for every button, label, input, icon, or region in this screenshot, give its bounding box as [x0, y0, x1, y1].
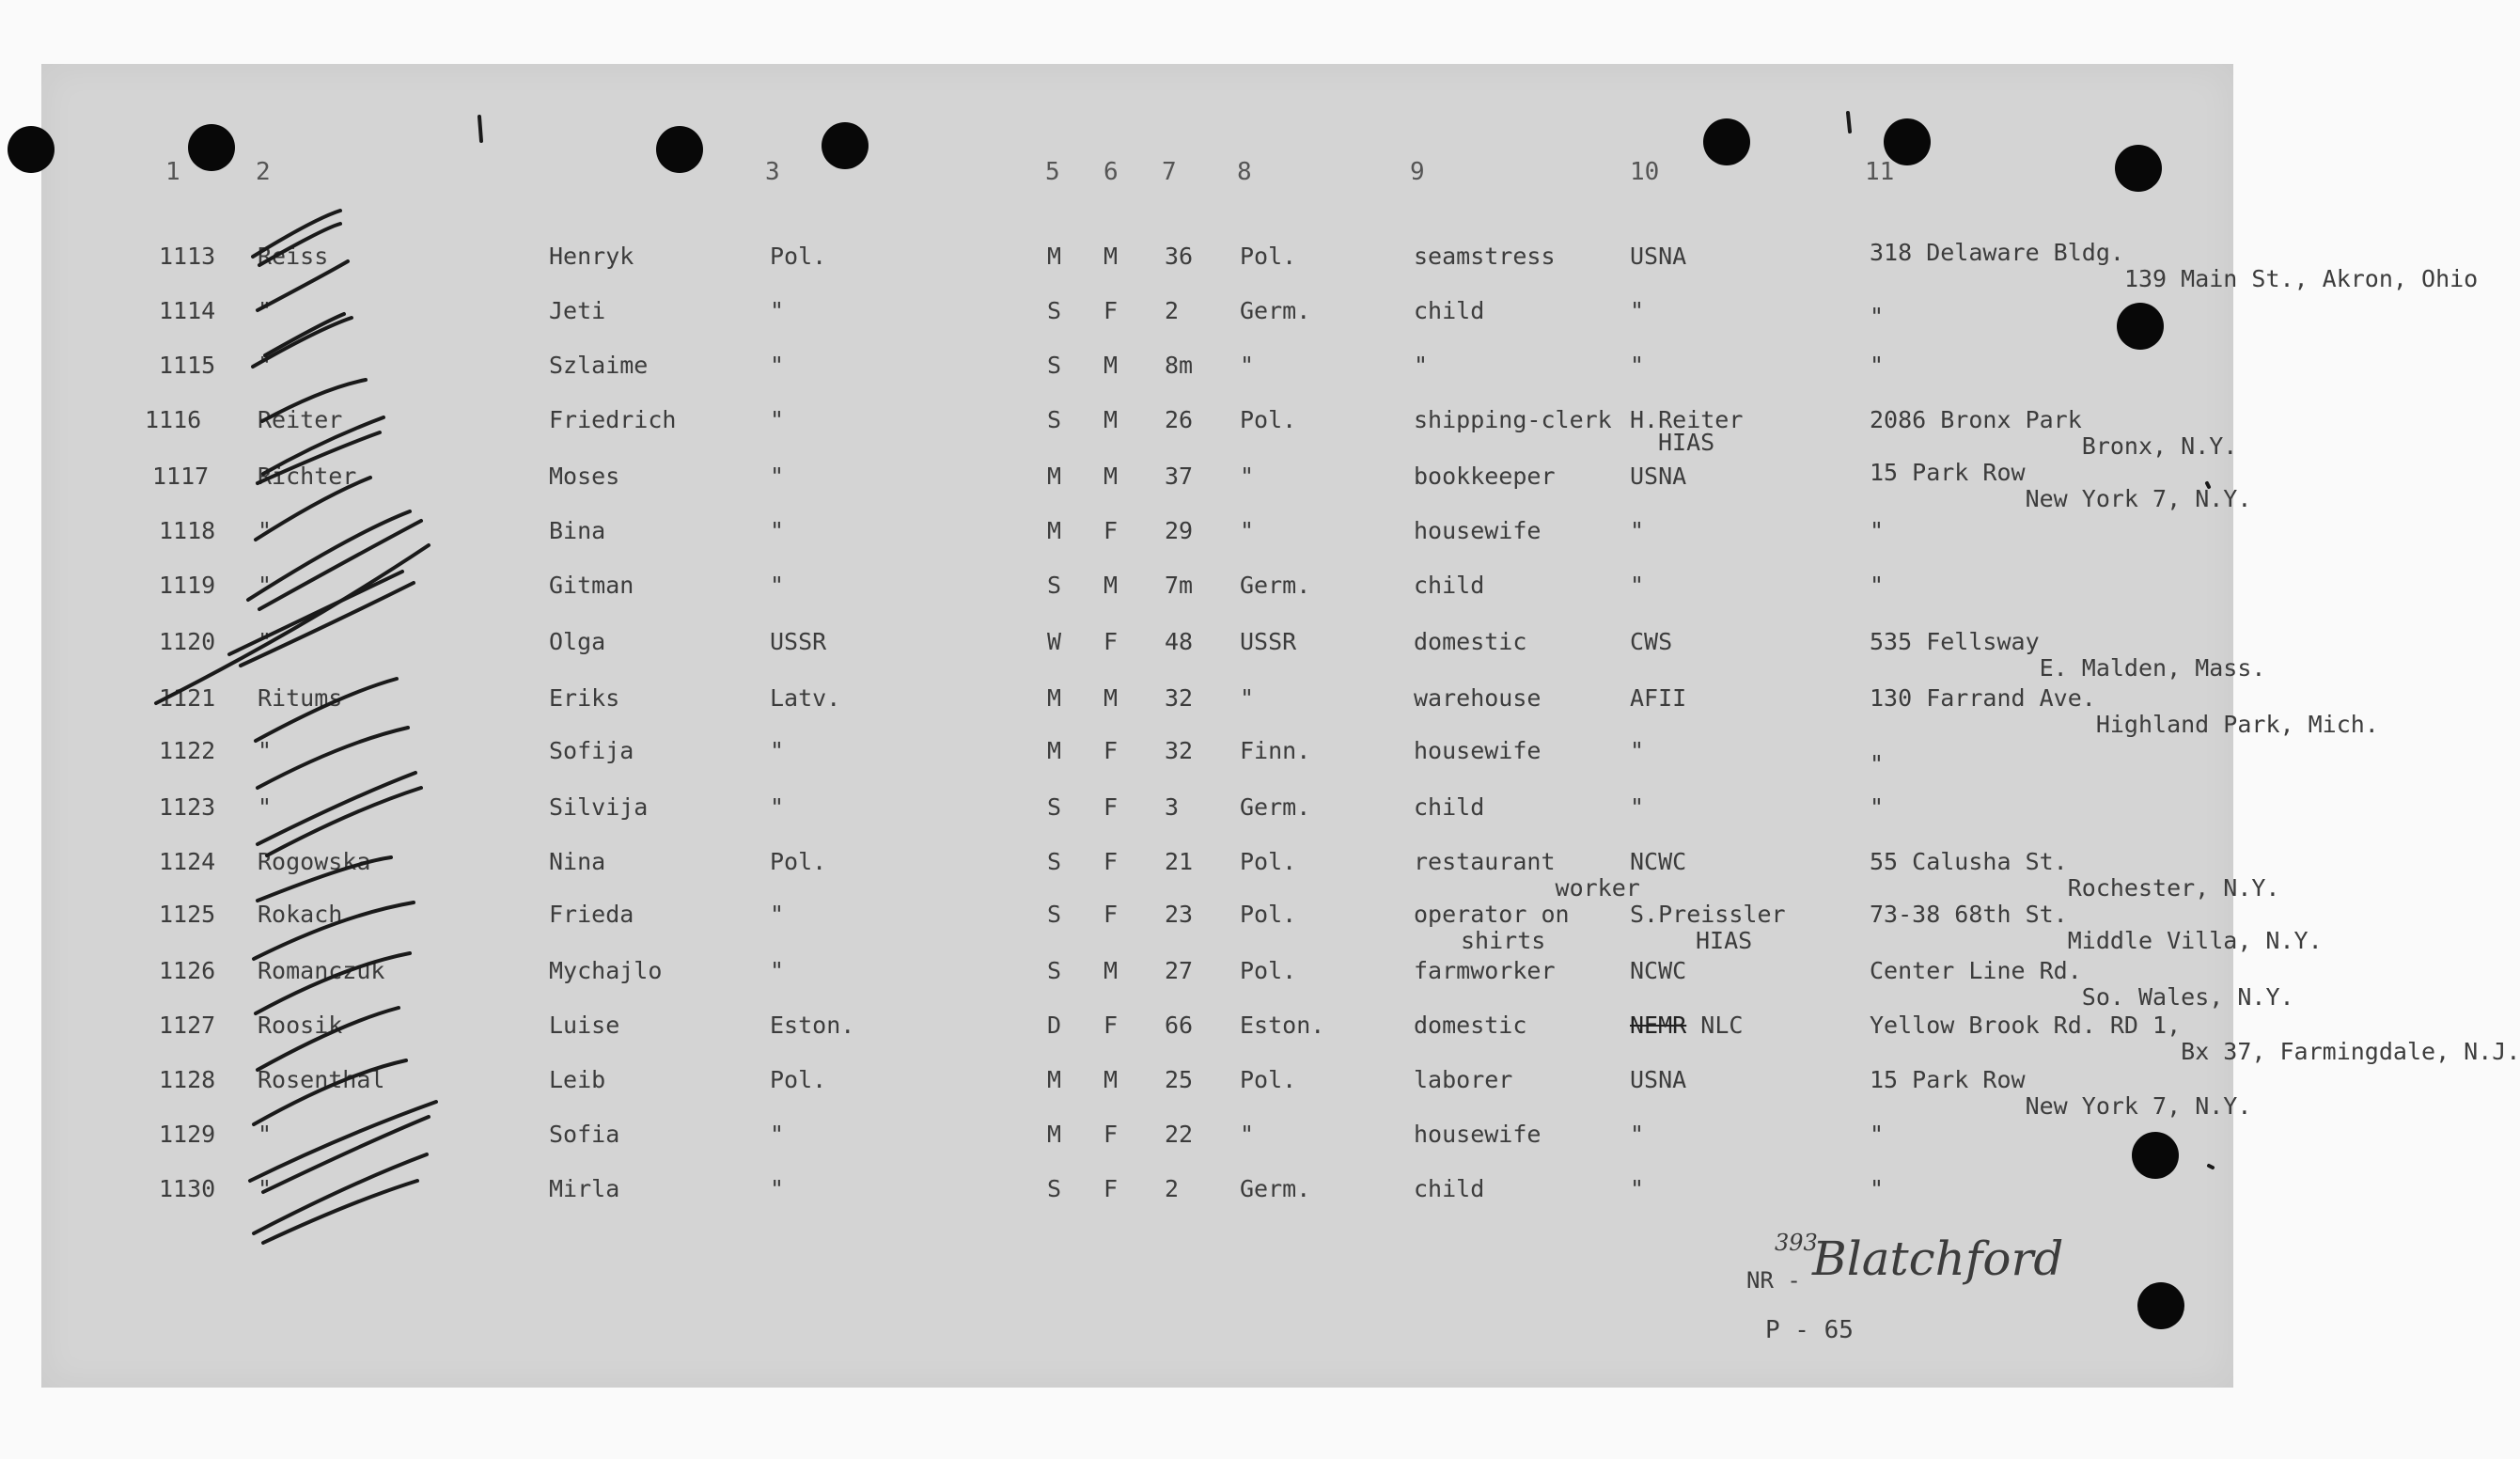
age: 32: [1165, 684, 1194, 712]
surname: Romanczuk: [258, 957, 385, 984]
citizenship: Pol.: [1240, 406, 1297, 433]
address-line1: 55 Calusha St.: [1870, 848, 2068, 875]
occupation: child: [1414, 1175, 1485, 1202]
entry-number: 1130: [159, 1175, 216, 1202]
given-name: Silvija: [549, 793, 649, 821]
sex: F: [1103, 737, 1119, 764]
surname: Ritums: [258, 684, 343, 712]
given-name: Eriks: [549, 684, 620, 712]
entry-number: 1124: [159, 848, 216, 875]
agency: ": [1630, 297, 1645, 324]
marital-status: S: [1047, 957, 1062, 984]
address: ": [1870, 750, 1885, 777]
citizenship: Pol.: [1240, 957, 1297, 984]
entry-number: 1116: [145, 406, 202, 433]
marital-status: W: [1047, 628, 1062, 655]
column-number: 9: [1410, 158, 1425, 186]
column-number: 1: [165, 158, 180, 186]
margin-tick-mark: [2209, 1166, 2213, 1168]
sex: F: [1103, 517, 1119, 544]
address-line1: 15 Park Row: [1870, 1066, 2026, 1093]
table-row: [41, 848, 2280, 902]
agency-line1: H.Reiter: [1630, 406, 1744, 433]
marital-status: S: [1047, 793, 1062, 821]
column-number: 2: [256, 158, 271, 186]
entry-number: 1119: [159, 572, 216, 599]
age: 3: [1165, 793, 1180, 821]
age: 7m: [1165, 572, 1194, 599]
signature-block: [1746, 1211, 2141, 1380]
address-line2: Middle Villa, N.Y.: [2067, 927, 2323, 954]
occupation: child: [1414, 793, 1485, 821]
address: ": [1870, 352, 1885, 379]
table-row: [41, 1012, 2520, 1065]
occupation: [1414, 243, 1556, 270]
nationality: ": [770, 406, 785, 433]
age: 66: [1165, 1012, 1194, 1039]
surname: Roosik: [258, 1012, 343, 1039]
nationality: Pol.: [770, 1066, 827, 1093]
surname: ": [258, 517, 273, 544]
age: 26: [1165, 406, 1194, 433]
agency: USNA: [1630, 1066, 1687, 1093]
nationality: ": [770, 957, 785, 984]
sex: F: [1103, 1175, 1119, 1202]
table-row: [41, 459, 2252, 512]
age: 27: [1165, 957, 1194, 984]
occupation: housewife: [1414, 1121, 1542, 1148]
address: [1870, 957, 2294, 1011]
address-line2: So. Wales, N.Y.: [2081, 983, 2294, 1011]
given-name: Henryk: [549, 243, 634, 270]
given-name: Sofia: [549, 1121, 620, 1148]
marital-status: S: [1047, 572, 1062, 599]
address: ": [1870, 517, 1885, 544]
marital-status: S: [1047, 848, 1062, 875]
occupation: [1414, 901, 1570, 954]
entry-number: 1128: [159, 1066, 216, 1093]
citizenship: Eston.: [1240, 1012, 1325, 1039]
occupation-line1: seamstress: [1414, 243, 1556, 270]
table-row: [41, 352, 2233, 389]
strike-mark: [156, 545, 429, 703]
nationality: ": [770, 1175, 785, 1202]
age: 21: [1165, 848, 1194, 875]
address-line2: E. Malden, Mass.: [2039, 654, 2266, 682]
address-line1: 15 Park Row: [1870, 459, 2026, 486]
given-name: Jeti: [549, 297, 606, 324]
occupation-line1: restaurant: [1414, 848, 1556, 875]
struck-out-text: NEMR: [1630, 1012, 1687, 1039]
entry-number: 1126: [159, 957, 216, 984]
citizenship: USSR: [1240, 628, 1297, 655]
occupation: shipping-clerk: [1414, 406, 1612, 433]
column-number: 10: [1630, 158, 1660, 186]
nationality: ": [770, 1121, 785, 1148]
occupation: housewife: [1414, 517, 1542, 544]
agency: ": [1630, 1121, 1645, 1148]
surname: ": [258, 1175, 273, 1202]
marital-status: M: [1047, 1121, 1062, 1148]
surname: ": [258, 352, 273, 379]
surname: ": [258, 737, 273, 764]
occupation: farmworker: [1414, 957, 1556, 984]
agency: NCWC: [1630, 848, 1687, 875]
punch-hole: [188, 124, 235, 171]
document-sheet: [41, 64, 2520, 1388]
agency: ": [1630, 1175, 1645, 1202]
entry-number: 1120: [159, 628, 216, 655]
citizenship: Germ.: [1240, 793, 1311, 821]
nationality: USSR: [770, 628, 827, 655]
age: 29: [1165, 517, 1194, 544]
column-number: 7: [1162, 158, 1177, 186]
punch-hole: [1703, 118, 1750, 165]
sex: F: [1103, 628, 1119, 655]
surname: Rosenthal: [258, 1066, 385, 1093]
address: [1870, 628, 2266, 682]
marital-status: M: [1047, 1066, 1062, 1093]
surname: ": [258, 628, 273, 655]
age: 25: [1165, 1066, 1194, 1093]
occupation: child: [1414, 297, 1485, 324]
given-name: Luise: [549, 1012, 620, 1039]
occupation: domestic: [1414, 628, 1527, 655]
citizenship: Finn.: [1240, 737, 1311, 764]
table-row: [41, 572, 2233, 609]
agency-line2: HIAS: [1696, 927, 1753, 954]
sex: M: [1103, 406, 1119, 433]
column-number: 11: [1865, 158, 1895, 186]
age: 37: [1165, 463, 1194, 490]
sex: F: [1103, 901, 1119, 928]
table-row: [41, 1175, 2233, 1213]
given-name: Friedrich: [549, 406, 677, 433]
age: 2: [1165, 297, 1180, 324]
address-line2: Rochester, N.Y.: [2067, 874, 2280, 902]
sex: M: [1103, 684, 1119, 712]
punch-hole: [822, 122, 869, 169]
address-line2: New York 7, N.Y.: [2025, 1092, 2252, 1120]
marital-status: S: [1047, 297, 1062, 324]
margin-tick-mark: [479, 117, 481, 141]
entry-number: 1114: [159, 297, 216, 324]
signature-prefix: NR -: [1746, 1267, 1801, 1294]
marital-status: M: [1047, 463, 1062, 490]
entry-number: 1123: [159, 793, 216, 821]
given-name: Frieda: [549, 901, 634, 928]
agency-line1: S.Preissler: [1630, 901, 1786, 928]
occupation-line2: shirts: [1461, 927, 1546, 954]
age: 22: [1165, 1121, 1194, 1148]
handwritten-signature: Blatchford: [1812, 1232, 2064, 1286]
citizenship: ": [1240, 352, 1255, 379]
table-row: [41, 957, 2294, 1011]
given-name: Mychajlo: [549, 957, 663, 984]
occupation: laborer: [1414, 1066, 1513, 1093]
entry-number: 1122: [159, 737, 216, 764]
address: ": [1870, 1121, 1885, 1148]
address: [1870, 848, 2280, 902]
agency: [1630, 406, 1744, 456]
address-line2: Bx 37, Farmingdale, N.J.: [2181, 1038, 2520, 1065]
marital-status: M: [1047, 517, 1062, 544]
address-line1: Center Line Rd.: [1870, 957, 2082, 984]
address: ": [1870, 572, 1885, 599]
nationality: ": [770, 463, 785, 490]
agency: USNA: [1630, 463, 1687, 490]
entry-number: 1121: [159, 684, 216, 712]
agency: NCWC: [1630, 957, 1687, 984]
nationality: Pol.: [770, 243, 827, 270]
marital-status: M: [1047, 737, 1062, 764]
age: 48: [1165, 628, 1194, 655]
address-line1: Yellow Brook Rd. RD 1,: [1870, 1012, 2182, 1039]
surname: Reiter: [258, 406, 343, 433]
table-row: [41, 901, 2323, 954]
age: 23: [1165, 901, 1194, 928]
agency-line2: HIAS: [1658, 429, 1715, 456]
nationality: ": [770, 793, 785, 821]
address-line2: New York 7, N.Y.: [2025, 485, 2252, 512]
sex: M: [1103, 243, 1119, 270]
address: ": [1870, 303, 1885, 330]
marital-status: M: [1047, 684, 1062, 712]
address-line1: 130 Farrand Ave.: [1870, 684, 2096, 712]
agency: [1630, 1012, 1743, 1039]
sex: M: [1103, 1066, 1119, 1093]
sex: F: [1103, 793, 1119, 821]
sex: F: [1103, 1121, 1119, 1148]
punch-hole: [656, 126, 703, 173]
column-number: 3: [765, 158, 780, 186]
page-reference: P - 65: [1765, 1316, 1854, 1344]
given-name: Leib: [549, 1066, 606, 1093]
nationality: Eston.: [770, 1012, 855, 1039]
table-row: [41, 628, 2266, 682]
nationality: ": [770, 901, 785, 928]
table-row: [41, 406, 2238, 460]
agency: ": [1630, 517, 1645, 544]
address-line1: 535 Fellsway: [1870, 628, 2040, 655]
age: 36: [1165, 243, 1194, 270]
sex: F: [1103, 848, 1119, 875]
agency-line1: NLC: [1700, 1012, 1744, 1039]
occupation: [1414, 848, 1640, 902]
nationality: ": [770, 737, 785, 764]
column-number: 5: [1045, 158, 1060, 186]
given-name: Gitman: [549, 572, 634, 599]
address: [1870, 1012, 2520, 1065]
given-name: Bina: [549, 517, 606, 544]
table-row: [41, 239, 2479, 292]
surname: ": [258, 297, 273, 324]
citizenship: Germ.: [1240, 297, 1311, 324]
marital-status: D: [1047, 1012, 1062, 1039]
punch-hole: [2115, 145, 2162, 192]
entry-number: 1115: [159, 352, 216, 379]
address-line1: 73-38 68th St.: [1870, 901, 2068, 928]
address-line2: 139 Main St., Akron, Ohio: [2123, 265, 2479, 292]
sex: M: [1103, 463, 1119, 490]
nationality: ": [770, 297, 785, 324]
marital-status: S: [1047, 352, 1062, 379]
entry-number: 1113: [159, 243, 216, 270]
column-number: 8: [1237, 158, 1252, 186]
table-row: [41, 1121, 2233, 1158]
given-name: Mirla: [549, 1175, 620, 1202]
agency: AFII: [1630, 684, 1687, 712]
table-row: [41, 297, 2233, 335]
surname: Rogowska: [258, 848, 371, 875]
sex: F: [1103, 1012, 1119, 1039]
occupation: child: [1414, 572, 1485, 599]
surname: Rokach: [258, 901, 343, 928]
sex: M: [1103, 352, 1119, 379]
age: 32: [1165, 737, 1194, 764]
surname: ": [258, 793, 273, 821]
punch-hole: [8, 126, 55, 173]
agency: ": [1630, 793, 1645, 821]
occupation: warehouse: [1414, 684, 1542, 712]
given-name: Nina: [549, 848, 606, 875]
citizenship: Pol.: [1240, 1066, 1297, 1093]
address: [1841, 239, 2479, 292]
given-name: Sofija: [549, 737, 634, 764]
agency: CWS: [1630, 628, 1673, 655]
surname: Richter: [258, 463, 357, 490]
given-name: Moses: [549, 463, 620, 490]
entry-number: 1129: [159, 1121, 216, 1148]
citizenship: Germ.: [1240, 572, 1311, 599]
occupation-line1: operator on: [1414, 901, 1570, 928]
agency: [1630, 901, 1786, 954]
punch-hole: [2137, 1282, 2184, 1329]
occupation: domestic: [1414, 1012, 1527, 1039]
given-name: Szlaime: [549, 352, 649, 379]
nationality: ": [770, 517, 785, 544]
agency-line1: USNA: [1630, 243, 1687, 270]
sex: M: [1103, 957, 1119, 984]
address-line1: 2086 Bronx Park: [1870, 406, 2082, 433]
address-line1: 318 Delaware Bldg.: [1870, 239, 2124, 266]
occupation: ": [1414, 352, 1429, 379]
margin-tick-mark: [1848, 113, 1850, 132]
address: [1870, 901, 2323, 954]
signature-superscript: 393: [1775, 1230, 1818, 1256]
nationality: ": [770, 352, 785, 379]
citizenship: Germ.: [1240, 1175, 1311, 1202]
age: 8m: [1165, 352, 1194, 379]
citizenship: ": [1240, 1121, 1255, 1148]
agency: ": [1630, 572, 1645, 599]
column-number: 6: [1103, 158, 1119, 186]
occupation: housewife: [1414, 737, 1542, 764]
sex: F: [1103, 297, 1119, 324]
nationality: Latv.: [770, 684, 841, 712]
given-name: Olga: [549, 628, 606, 655]
age: 2: [1165, 1175, 1180, 1202]
table-row: [41, 793, 2233, 831]
address: [1870, 406, 2238, 460]
address: [1870, 459, 2252, 512]
address: [1870, 1066, 2252, 1120]
nationality: ": [770, 572, 785, 599]
entry-number: 1117: [152, 463, 210, 490]
marital-status: M: [1047, 243, 1062, 270]
surname: ": [258, 1121, 273, 1148]
address-line2: Highland Park, Mich.: [2095, 711, 2379, 738]
address: ": [1870, 1175, 1885, 1202]
occupation-line2: worker: [1555, 874, 1640, 902]
table-row: [41, 684, 2379, 738]
nationality: Pol.: [770, 848, 827, 875]
citizenship: Pol.: [1240, 901, 1297, 928]
entry-number: 1125: [159, 901, 216, 928]
marital-status: S: [1047, 406, 1062, 433]
marital-status: S: [1047, 1175, 1062, 1202]
citizenship: ": [1240, 463, 1255, 490]
entry-number: 1127: [159, 1012, 216, 1039]
agency: ": [1630, 737, 1645, 764]
marital-status: S: [1047, 901, 1062, 928]
address: [1870, 684, 2379, 738]
citizenship: Pol.: [1240, 243, 1297, 270]
surname: Reiss: [258, 243, 329, 270]
citizenship: Pol.: [1240, 848, 1297, 875]
occupation: bookkeeper: [1414, 463, 1556, 490]
entry-number: 1118: [159, 517, 216, 544]
address: ": [1870, 793, 1885, 821]
surname: ": [258, 572, 273, 599]
table-row: [41, 1066, 2252, 1120]
citizenship: ": [1240, 517, 1255, 544]
agency: [1630, 243, 1686, 270]
sex: M: [1103, 572, 1119, 599]
table-row: [41, 737, 2233, 775]
citizenship: ": [1240, 684, 1255, 712]
agency: ": [1630, 352, 1645, 379]
address-line2: Bronx, N.Y.: [2081, 432, 2238, 460]
table-row: [41, 517, 2233, 555]
